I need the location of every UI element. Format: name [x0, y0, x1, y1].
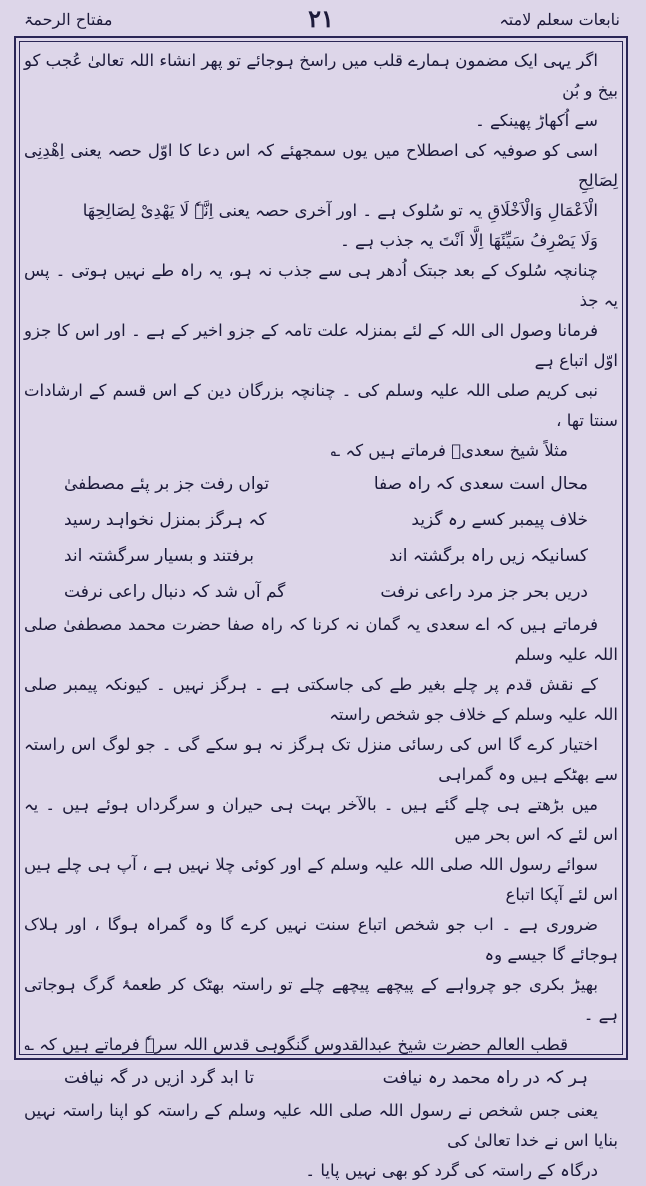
verse-hemistich-first: کسانیکہ زیں راہ برگشتہ اند: [389, 546, 588, 566]
verse-hemistich-second: برفتند و بسیار سرگشتہ اند: [64, 546, 255, 566]
header-section-title: نابعات سعلم لامتہ: [499, 10, 620, 29]
text-line: اسی کو صوفیہ کی اصطلاح میں یوں سمجھئے کہ اس دعا کا اوّل حصہ یعنی اِھْدِنِی لِصَالِحِ: [24, 141, 618, 190]
text-line: یعنی جس شخص نے رسول اللہ صلی اللہ علیہ وسلم کے راستہ کو اپنا راستہ نہیں بنایا اس نے خدا تعالیٰ کی: [24, 1101, 618, 1150]
text-line: سوائے رسول اللہ صلی اللہ علیہ وسلم کے اور کوئی چلا نہیں ہے ، آپ ہی چلے ہیں اس لئے آپکا اتباع: [24, 855, 618, 904]
verse-block: [24, 466, 618, 610]
verse-hemistich-second: کہ ہرگز بمنزل نخواہد رسید: [64, 510, 267, 530]
paragraph: [24, 136, 618, 256]
text-line: بھیڑ بکری جو چرواہے کے پیچھے پیچھے چلے تو راستہ بھٹک کر طعمۂ گرگ ہوجاتی ہے ۔: [24, 975, 618, 1024]
verse-couplet: [24, 1060, 618, 1096]
verse-hemistich-first: دریں بحر جز مرد راعی نرفت: [380, 582, 588, 602]
verse-intro: قطب العالم حضرت شیخ عبدالقدوس گنگوہی قدس اللہ سرہٗ فرماتے ہیں کہ ؎: [24, 1035, 568, 1054]
paragraph: [24, 1096, 618, 1186]
text-line: فرمانا وصول الی اللہ کے لئے بمنزلہ علت تامہ کے جزو اخیر کے ہے ۔ اور اس کا جزو اوّل اتباع ہے: [24, 321, 618, 370]
text-line: کے نقش قدم پر چلے بغیر طے کی جاسکتی ہے ۔ ہرگز نہیں ۔ کیونکہ پیمبر صلی اللہ علیہ وسلم کے خلاف جو شخص راستہ: [24, 675, 618, 724]
header-book-title: مفتاح الرحمۃ: [24, 10, 113, 29]
verse-couplet: [24, 466, 618, 502]
page-number: ۲۱: [308, 4, 334, 33]
verse-hemistich-second: تواں رفت جز بر پئے مصطفیٰ: [64, 474, 270, 494]
text-line: میں بڑھتے ہی چلے گئے ہیں ۔ بالآخر بہت ہی حیران و سرگرداں ہوئے ہیں ۔ یہ اس لئے کہ اس بحر میں: [24, 795, 618, 844]
text-line: چنانچہ سُلوک کے بعد جبتک اُدھر ہی سے جذب نہ ہو، یہ راہ طے نہیں ہوتی ۔ پس یہ جذ: [24, 261, 618, 310]
text-line: وَلَا یَصْرِفُ سَیِّئَھَا اِلَّا اَنْتَ یہ جذب ہے ۔: [340, 231, 598, 250]
verse-hemistich-first: ہر کہ در راہ محمد رہ نیافت: [382, 1068, 588, 1088]
verse-couplet: [24, 502, 618, 538]
text-line: اگر یہی ایک مضمون ہمارے قلب میں راسخ ہوجائے تو پھر انشاء اللہ تعالیٰ عُجب کو بیخ و بُن: [24, 51, 618, 100]
text-line: الْاَعْمَالِ وَالْاَخْلَاقِ یہ تو سُلوک ہے ۔ اور آخری حصہ یعنی اِنَّہٗ لَا یَھْدِیْ لِصَالِحِھَا: [82, 201, 598, 220]
paragraph: [24, 610, 618, 1030]
verse-hemistich-first: محال است سعدی کہ راہ صفا: [373, 474, 588, 494]
text-line: نبی کریم صلی اللہ علیہ وسلم کی ۔ چنانچہ بزرگان دین کے اس قسم کے ارشادات سنتا تھا ،: [24, 381, 618, 430]
page-body: [24, 46, 618, 1186]
text-line: درگاہ کے راستہ کی گرد کو بھی نہیں پایا ۔: [305, 1161, 598, 1180]
page-header: [14, 4, 628, 34]
verse-block: [24, 1060, 618, 1096]
verse-hemistich-first: خلاف پیمبر کسے رہ گزید: [411, 510, 588, 530]
verse-couplet: [24, 574, 618, 610]
paragraph: [24, 256, 618, 436]
text-line: ضروری ہے ۔ اب جو شخص اتباع سنت نہیں کرے گا وہ گمراہ ہوگا ، اور ہلاک ہوجائے گا جیسے وہ: [24, 915, 618, 964]
text-line: اختیار کرے گا اس کی رسائی منزل تک ہرگز نہ ہو سکے گی ۔ جو لوگ اس راستہ سے بھٹکے ہیں وہ گمراہی: [24, 735, 618, 784]
verse-hemistich-second: گم آں شد کہ دنبال راعی نرفت: [64, 582, 286, 602]
verse-hemistich-second: تا ابد گرد ازیں در گہ نیافت: [64, 1068, 255, 1088]
verse-couplet: [24, 538, 618, 574]
text-line: سے اُکھاڑ پھینکے ۔: [475, 111, 598, 130]
text-line: فرماتے ہیں کہ اے سعدی یہ گمان نہ کرنا کہ راہ صفا حضرت محمد مصطفیٰ صلی اللہ علیہ وسلم: [24, 615, 618, 664]
verse-intro: مثلاً شیخ سعدیؒ فرماتے ہیں کہ ؎: [330, 441, 568, 460]
paragraph: [24, 46, 618, 136]
